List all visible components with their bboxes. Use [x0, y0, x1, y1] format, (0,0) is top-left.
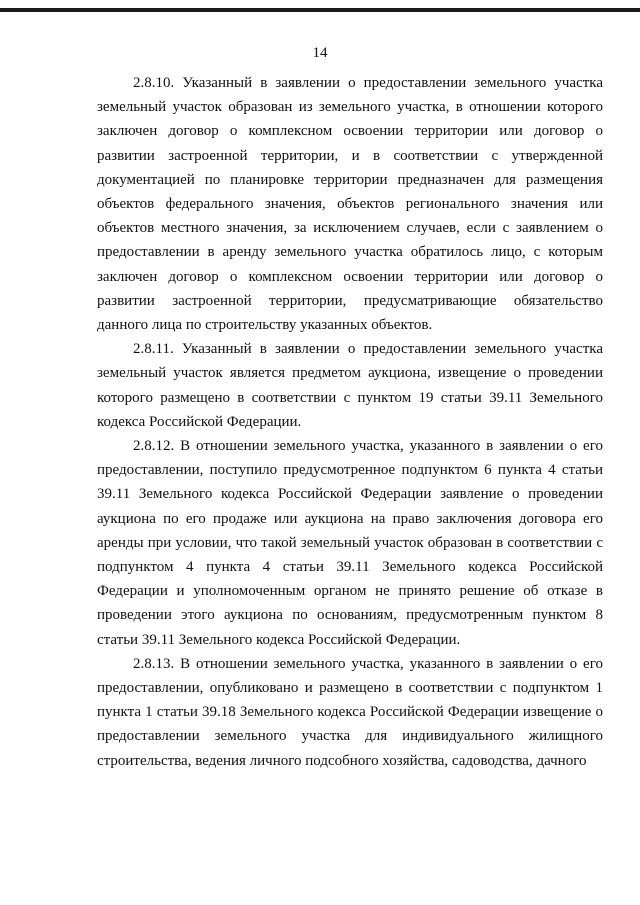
paragraph-2-8-11: 2.8.11. Указанный в заявлении о предоставлении земельного участка земельный участок является предметом аукциона, извещение о проведении которого размещено в соответствии с пунктом 19 статьи 39.11 Земельного кодекса Российской Федерации. — [97, 341, 603, 430]
paragraph-2-8-10: 2.8.10. Указанный в заявлении о предоставлении земельного участка земельный участок образован из земельного участка, в отношении которого заключен договор о комплексном освоении территории или договор о развитии застроенной территории, и в соответствии с утвержденной документацией по планировке территории предназначен для размещения объектов федерального значения, объектов регионального значения или объектов местного значения, за исключением случаев, если с заявлением о предоставлении в аренду земельного участка обратилось лицо, с которым заключен договор о комплексном освоении территории или договор о развитии застроенной территории, предусматривающие обязательство данного лица по строительству указанных объектов. — [97, 75, 603, 334]
top-border-rule — [0, 8, 640, 12]
paragraph-2-8-12: 2.8.12. В отношении земельного участка, указанного в заявлении о его предоставлении, поступило предусмотренное подпунктом 6 пункта 4 статьи 39.11 Земельного кодекса Российской Федерации заявление о проведении аукциона по его продаже или аукциона на право заключения договора его аренды при условии, что такой земельный участок образован в соответствии с подпунктом 4 пункта 4 статьи 39.11 Земельного кодекса Российской Федерации и уполномоченным органом не принято решение об отказе в проведении этого аукциона по основаниям, предусмотренным пунктом 8 статьи 39.11 Земельного кодекса Российской Федерации. — [97, 438, 603, 648]
paragraph-2-8-13: 2.8.13. В отношении земельного участка, указанного в заявлении о его предоставлении, опубликовано и размещено в соответствии с подпунктом 1 пункта 1 статьи 39.18 Земельного кодекса Российской Федерации извещение о предоставлении земельного участка для индивидуального жилищного строительства, ведения личного подсобного хозяйства, садоводства, дачного — [97, 655, 603, 769]
document-body — [97, 71, 603, 773]
page-number: 14 — [312, 45, 328, 61]
